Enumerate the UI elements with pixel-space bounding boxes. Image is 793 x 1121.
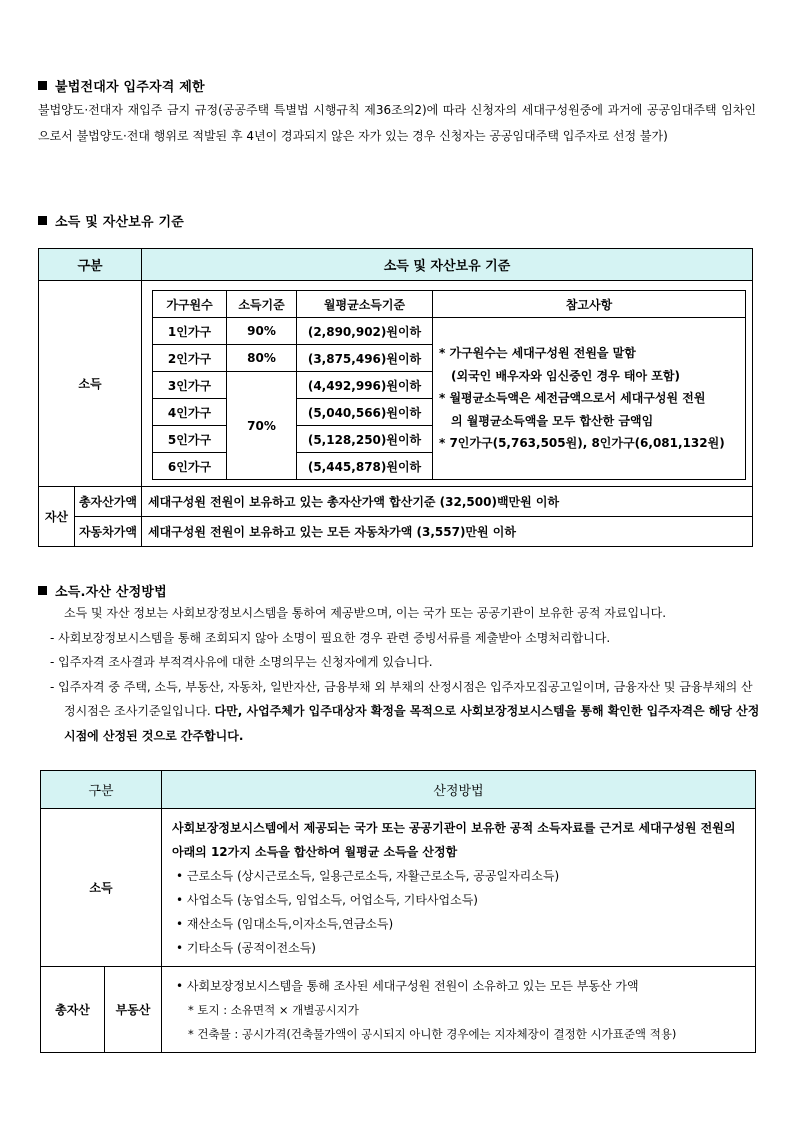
calculation-list-item: - 사회보장정보시스템을 통해 조회되지 않아 소명이 필요한 경우 관련 증빙서류를 제출받아 소명처리합니다.	[50, 630, 611, 645]
note-line: * 7인가구(5,763,505원), 8인가구(6,081,132원)	[439, 436, 725, 451]
calculation-method-table	[40, 770, 756, 1053]
calculation-list-item: - 입주자격 조사결과 부적격사유에 대한 소명의무는 신청자에게 있습니다.	[50, 655, 433, 669]
monthly-income-cell: (2,890,902)원이하	[297, 318, 433, 345]
income-asset-criteria-table	[38, 248, 753, 547]
income-method-cell	[162, 809, 756, 967]
note-line: * 가구원수는 세대구성원 전원을 말함	[439, 346, 636, 361]
calculation-list-item: - 입주자격 중 주택, 소득, 부동산, 자동차, 일반자산, 금융부채 외 부채의 산정시점은 입주자모집공고일이며, 금융자산 및 금융부채의 산정시점은 조사기준일입니다. 다만, 사업주체가 입주대상자 확정을 목적으로 사회보장정보시스템을 통해 확인한 입주자격은 해당 산정시점에 산정된 것으로 간주합니다.	[50, 679, 760, 743]
monthly-income-cell: (5,445,878)원이하	[297, 453, 433, 480]
emphasis-text: 다만, 사업주체가 입주대상자 확정을 목적으로 사회보장정보시스템을 통해 확인한 입주자격은 해당 산정시점에 산정된 것으로 간주합니다.	[64, 704, 760, 743]
asset-row-label: 자산	[39, 487, 75, 547]
table-header-category: 구분	[39, 249, 142, 281]
monthly-income-cell: (3,875,496)원이하	[297, 345, 433, 372]
household-size-cell: 6인가구	[153, 453, 227, 480]
income-type-item: • 근로소득 (상시근로소득, 일용근로소득, 자활근로소득, 공공일자리소득)	[176, 869, 560, 883]
income-rate-cell: 70%	[227, 372, 297, 480]
income-rate-cell: 80%	[227, 345, 297, 372]
household-size-cell: 5인가구	[153, 426, 227, 453]
household-size-cell: 1인가구	[153, 318, 227, 345]
total-asset-label: 총자산	[41, 967, 105, 1053]
calculation-intro: 소득 및 자산 정보는 사회보장정보시스템을 통하여 제공받으며, 이는 국가 또는 공공기관이 보유한 공적 자료입니다.	[64, 606, 667, 620]
section-title-income-assets: 소득 및 자산보유 기준	[38, 211, 184, 230]
income-criteria-inner-table	[152, 290, 746, 480]
note-line: (외국인 배우자와 임신중인 경우 태아 포함)	[451, 368, 680, 383]
inner-header-income-rate: 소득기준	[227, 291, 297, 318]
household-size-cell: 2인가구	[153, 345, 227, 372]
income-rate-cell: 90%	[227, 318, 297, 345]
income-type-item: • 사업소득 (농업소득, 임업소득, 어업소득, 기타사업소득)	[176, 893, 478, 907]
monthly-income-cell: (5,040,566)원이하	[297, 399, 433, 426]
real-estate-item: • 사회보장정보시스템을 통해 조사된 세대구성원 전원이 소유하고 있는 모든 부동산 가액	[176, 979, 639, 993]
table-header-category: 구분	[41, 771, 162, 809]
inner-header-monthly-income: 월평균소득기준	[297, 291, 433, 318]
income-criteria-cell	[142, 281, 753, 487]
table-header-criteria: 소득 및 자산보유 기준	[142, 249, 753, 281]
square-bullet-icon	[38, 81, 47, 90]
square-bullet-icon	[38, 216, 47, 225]
total-asset-criteria: 세대구성원 전원이 보유하고 있는 총자산가액 합산기준 (32,500)백만원 이하	[142, 487, 753, 517]
monthly-income-cell: (4,492,996)원이하	[297, 372, 433, 399]
real-estate-subitem: * 건축물 : 공시가격(건축물가액이 공시되지 아니한 경우에는 지자체장이 결정한 시가표준액 적용)	[188, 1027, 677, 1041]
income-row-label: 소득	[41, 809, 162, 967]
total-asset-label: 총자산가액	[74, 487, 141, 517]
income-type-item: • 기타소득 (공적이전소득)	[176, 941, 316, 955]
household-size-cell: 3인가구	[153, 372, 227, 399]
note-line: * 월평균소득액은 세전금액으로서 세대구성원 전원	[439, 391, 706, 406]
real-estate-method-cell	[162, 967, 756, 1053]
notes-cell	[433, 318, 746, 480]
table-header-method: 산정방법	[162, 771, 756, 809]
real-estate-label: 부동산	[105, 967, 162, 1053]
illegal-sublease-paragraph: 불법양도·전대자 재입주 금지 규정(공공주택 특별법 시행규칙 제36조의2)에 따라 신청자의 세대구성원중에 과거에 공공임대주택 임차인으로서 불법양도·전대 행위로 적발된 후 4년이 경과되지 않은 자가 있는 경우 신청자는 공공임대주택 입주자로 선정 불가)	[38, 103, 756, 143]
calculation-method-text	[50, 601, 760, 748]
inner-header-notes: 참고사항	[433, 291, 746, 318]
section-title-illegal-sublease: 불법전대자 입주자격 제한	[38, 76, 205, 95]
vehicle-asset-label: 자동차가액	[74, 517, 141, 547]
monthly-income-cell: (5,128,250)원이하	[297, 426, 433, 453]
inner-header-household-size: 가구원수	[153, 291, 227, 318]
income-row-label: 소득	[39, 281, 142, 487]
section-title-calculation-method: 소득.자산 산정방법	[38, 581, 167, 600]
note-line: 의 월평균소득액을 모두 합산한 금액임	[451, 413, 654, 428]
income-method-lead: 사회보장정보시스템에서 제공되는 국가 또는 공공기관이 보유한 공적 소득자료를 근거로 세대구성원 전원의 아래의 12가지 소득을 합산하여 월평균 소득을 산정함	[172, 821, 736, 859]
household-size-cell: 4인가구	[153, 399, 227, 426]
real-estate-subitem: * 토지 : 소유면적 × 개별공시지가	[188, 1003, 359, 1017]
vehicle-asset-criteria: 세대구성원 전원이 보유하고 있는 모든 자동차가액 (3,557)만원 이하	[142, 517, 753, 547]
square-bullet-icon	[38, 586, 47, 595]
table-row	[153, 318, 746, 345]
income-type-item: • 재산소득 (임대소득,이자소득,연금소득)	[176, 917, 394, 931]
